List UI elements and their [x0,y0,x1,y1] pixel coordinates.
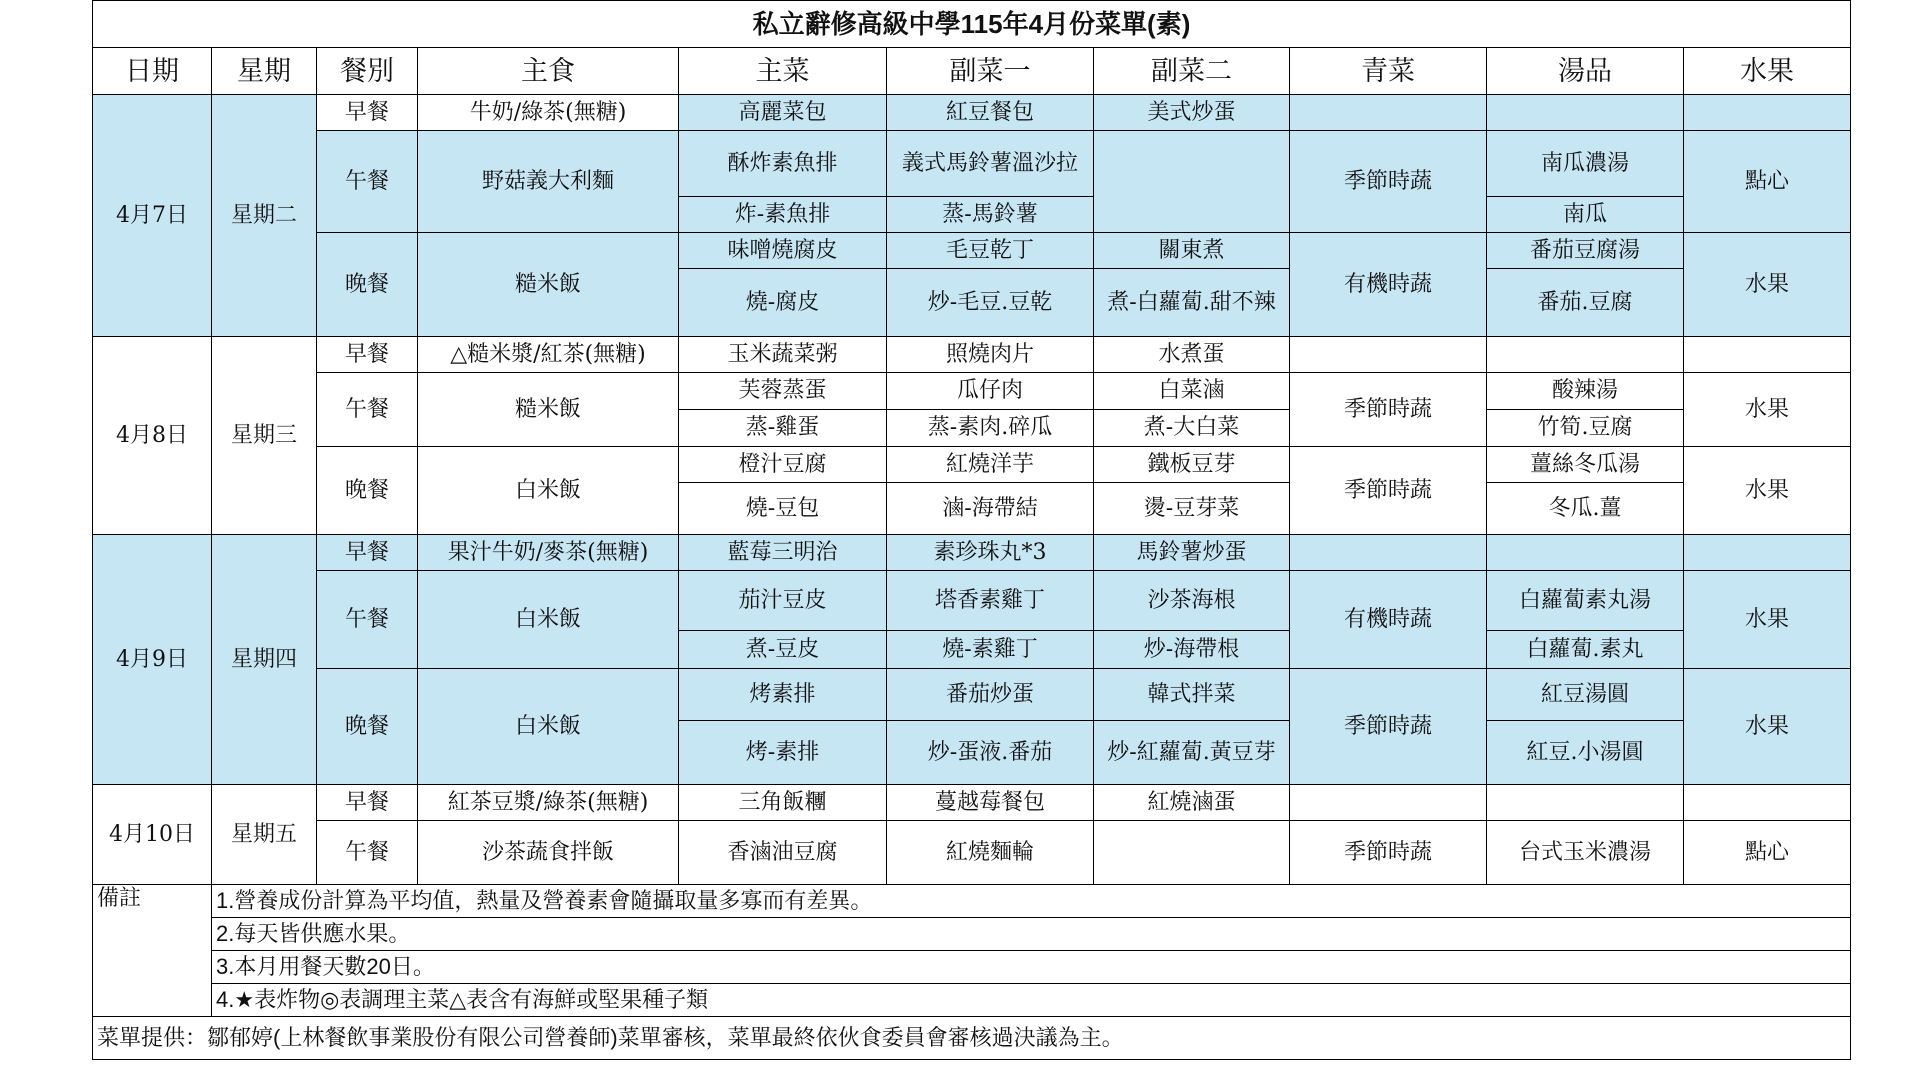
main-method-cell: 煮-豆皮 [679,631,887,669]
staple-cell: 野菇義大利麵 [418,131,679,233]
side2-cell: 鐵板豆芽 [1094,447,1290,483]
veg-cell [1290,337,1487,373]
side2-cell: 韓式拌菜 [1094,669,1290,721]
veg-cell [1290,785,1487,821]
side1-cell: 照燒肉片 [887,337,1094,373]
veg-cell: 季節時蔬 [1290,131,1487,233]
main-cell: 芙蓉蒸蛋 [679,373,887,410]
staple-cell: 糙米飯 [418,373,679,447]
side1-cell: 毛豆乾丁 [887,233,1094,269]
veg-cell: 季節時蔬 [1290,669,1487,785]
fruit-cell: 水果 [1684,233,1851,337]
main-method-cell: 燒-豆包 [679,483,887,535]
main-cell: 玉米蔬菜粥 [679,337,887,373]
menu-title: 私立辭修高級中學115年4月份菜單(素) [93,1,1851,48]
side2-cell: 水煮蛋 [1094,337,1290,373]
header-date: 日期 [93,48,212,95]
header-weekday: 星期 [212,48,317,95]
day-date: 4月9日 [93,535,212,785]
menu-footer: 菜單提供：鄒郁婷(上林餐飲事業股份有限公司營養師)菜單審核，菜單最終依伙食委員會審核過決議為主。 [93,1017,1851,1060]
fruit-cell: 點心 [1684,821,1851,885]
main-method-cell: 燒-腐皮 [679,269,887,337]
side2-cell: 白菜滷 [1094,373,1290,410]
main-cell: 酥炸素魚排 [679,131,887,197]
header-meal: 餐別 [317,48,418,95]
header-side2: 副菜二 [1094,48,1290,95]
main-cell: 橙汁豆腐 [679,447,887,483]
side2-method-cell: 炒-紅蘿蔔.黃豆芽 [1094,721,1290,785]
fruit-cell: 水果 [1684,373,1851,447]
side2-cell: 關東煮 [1094,233,1290,269]
main-cell: 味噌燒腐皮 [679,233,887,269]
day-weekday: 星期四 [212,535,317,785]
side2-method-cell: 炒-海帶根 [1094,631,1290,669]
side2-cell: 沙茶海根 [1094,571,1290,631]
soup-ingredients-cell: 竹筍.豆腐 [1487,410,1684,447]
soup-cell: 番茄豆腐湯 [1487,233,1684,269]
staple-cell: 沙茶蔬食拌飯 [418,821,679,885]
meal-label: 早餐 [317,535,418,571]
header-side1: 副菜一 [887,48,1094,95]
fruit-cell [1684,535,1851,571]
soup-cell: 紅豆湯圓 [1487,669,1684,721]
side2-method-cell: 煮-大白菜 [1094,410,1290,447]
meal-label: 早餐 [317,785,418,821]
side2-method-cell: 煮-白蘿蔔.甜不辣 [1094,269,1290,337]
day-weekday: 星期三 [212,337,317,535]
soup-cell [1487,337,1684,373]
day-weekday: 星期五 [212,785,317,885]
veg-cell [1290,535,1487,571]
side1-method-cell: 蒸-馬鈴薯 [887,197,1094,233]
side1-cell: 素珍珠丸*3 [887,535,1094,571]
soup-cell: 白蘿蔔素丸湯 [1487,571,1684,631]
fruit-cell: 水果 [1684,571,1851,669]
menu-table [92,0,1851,1060]
veg-cell [1290,95,1487,131]
side1-cell: 義式馬鈴薯溫沙拉 [887,131,1094,197]
side1-method-cell: 燒-素雞丁 [887,631,1094,669]
side1-cell: 紅燒麵輪 [887,821,1094,885]
soup-ingredients-cell: 紅豆.小湯圓 [1487,721,1684,785]
soup-ingredients-cell: 南瓜 [1487,197,1684,233]
main-method-cell: 烤-素排 [679,721,887,785]
soup-cell [1487,95,1684,131]
meal-label: 早餐 [317,337,418,373]
side2-cell [1094,131,1290,233]
header-soup: 湯品 [1487,48,1684,95]
day-date: 4月8日 [93,337,212,535]
staple-cell: 牛奶/綠茶(無糖) [418,95,679,131]
side2-method-cell: 燙-豆芽菜 [1094,483,1290,535]
main-cell: 茄汁豆皮 [679,571,887,631]
veg-cell: 有機時蔬 [1290,233,1487,337]
veg-cell: 有機時蔬 [1290,571,1487,669]
header-veg: 青菜 [1290,48,1487,95]
fruit-cell [1684,785,1851,821]
soup-cell: 酸辣湯 [1487,373,1684,410]
staple-cell: 白米飯 [418,669,679,785]
soup-cell: 台式玉米濃湯 [1487,821,1684,885]
soup-ingredients-cell: 白蘿蔔.素丸 [1487,631,1684,669]
soup-cell: 薑絲冬瓜湯 [1487,447,1684,483]
side2-cell: 紅燒滷蛋 [1094,785,1290,821]
main-cell: 烤素排 [679,669,887,721]
soup-cell: 南瓜濃湯 [1487,131,1684,197]
staple-cell: 果汁牛奶/麥茶(無糖) [418,535,679,571]
main-cell: 三角飯糰 [679,785,887,821]
soup-cell [1487,535,1684,571]
side2-cell: 馬鈴薯炒蛋 [1094,535,1290,571]
meal-label: 午餐 [317,131,418,233]
side1-method-cell: 蒸-素肉.碎瓜 [887,410,1094,447]
header-main: 主菜 [679,48,887,95]
fruit-cell [1684,337,1851,373]
main-cell: 藍莓三明治 [679,535,887,571]
soup-cell [1487,785,1684,821]
note-item: 3.本月用餐天數20日。 [212,951,1851,984]
side1-cell: 紅燒洋芋 [887,447,1094,483]
staple-cell: 白米飯 [418,571,679,669]
fruit-cell: 水果 [1684,669,1851,785]
staple-cell: 白米飯 [418,447,679,535]
main-method-cell: 炸-素魚排 [679,197,887,233]
side1-method-cell: 滷-海帶結 [887,483,1094,535]
soup-ingredients-cell: 冬瓜.薑 [1487,483,1684,535]
fruit-cell: 水果 [1684,447,1851,535]
header-fruit: 水果 [1684,48,1851,95]
fruit-cell [1684,95,1851,131]
note-item: 2.每天皆供應水果。 [212,918,1851,951]
main-cell: 香滷油豆腐 [679,821,887,885]
staple-cell: 糙米飯 [418,233,679,337]
meal-label: 午餐 [317,373,418,447]
veg-cell: 季節時蔬 [1290,821,1487,885]
meal-label: 晚餐 [317,669,418,785]
side1-method-cell: 炒-蛋液.番茄 [887,721,1094,785]
staple-cell: △糙米漿/紅茶(無糖) [418,337,679,373]
note-item: 1.營養成份計算為平均值，熱量及營養素會隨攝取量多寡而有差異。 [212,885,1851,918]
meal-label: 晚餐 [317,447,418,535]
main-method-cell: 蒸-雞蛋 [679,410,887,447]
fruit-cell: 點心 [1684,131,1851,233]
staple-cell: 紅茶豆漿/綠茶(無糖) [418,785,679,821]
day-weekday: 星期二 [212,95,317,337]
side2-cell [1094,821,1290,885]
meal-label: 晚餐 [317,233,418,337]
side1-cell: 瓜仔肉 [887,373,1094,410]
meal-label: 午餐 [317,821,418,885]
side1-method-cell: 炒-毛豆.豆乾 [887,269,1094,337]
veg-cell: 季節時蔬 [1290,447,1487,535]
soup-ingredients-cell: 番茄.豆腐 [1487,269,1684,337]
side1-cell: 蔓越莓餐包 [887,785,1094,821]
notes-label: 備註 [93,885,212,1017]
meal-label: 午餐 [317,571,418,669]
side1-cell: 番茄炒蛋 [887,669,1094,721]
meal-label: 早餐 [317,95,418,131]
side1-cell: 紅豆餐包 [887,95,1094,131]
side2-cell: 美式炒蛋 [1094,95,1290,131]
header-staple: 主食 [418,48,679,95]
veg-cell: 季節時蔬 [1290,373,1487,447]
side1-cell: 塔香素雞丁 [887,571,1094,631]
main-cell: 高麗菜包 [679,95,887,131]
note-item: 4.★表炸物◎表調理主菜△表含有海鮮或堅果種子類 [212,984,1851,1017]
day-date: 4月7日 [93,95,212,337]
day-date: 4月10日 [93,785,212,885]
